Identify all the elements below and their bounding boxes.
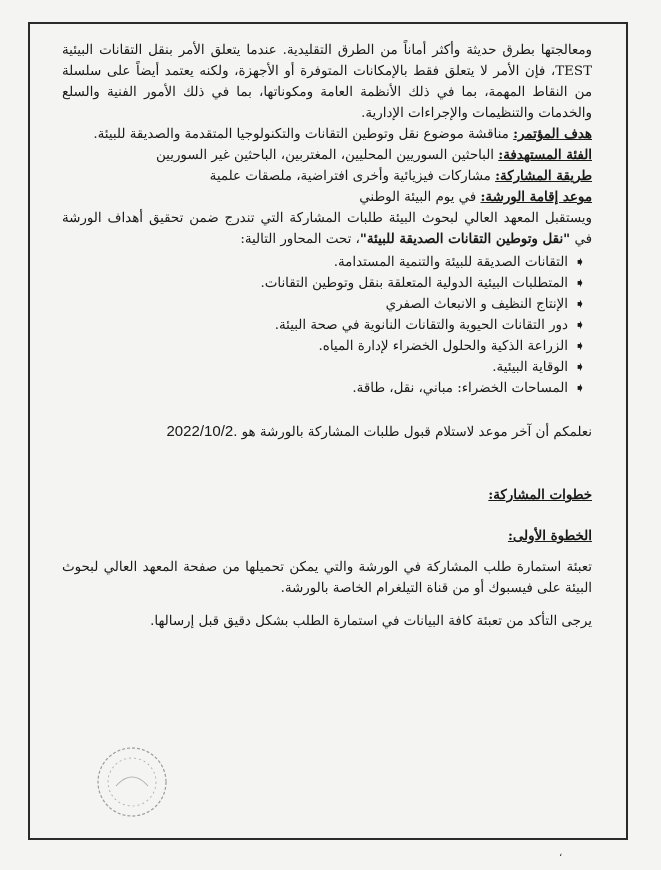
step1-text: تعبئة استمارة طلب المشاركة في الورشة والتي يمكن تحميلها من صفحة المعهد العالي لبحوث البيئة على فيسبوك أو من قناة التيلغرام الخاصة بالورشة. [62,560,592,596]
deadline-text: نعلمكم أن آخر موعد لاستلام قبول طلبات المشاركة بالورشة هو [241,425,592,440]
list-item: ➧ الزراعة الذكية والحلول الخضراء لإدارة المياه. [62,336,586,357]
goal-line [62,124,592,145]
list-item: ➧ المساحات الخضراء: مباني، نقل، طاقة. [62,378,586,399]
list-item: ➧ التقانات الصديقة للبيئة والتنمية المستدامة. [62,252,586,273]
deadline-date: 2022/10/2. [166,423,238,440]
document-body [62,40,592,632]
goal-label: هدف المؤتمر: [513,126,592,142]
axes-intro [62,208,592,250]
note-text: يرجى التأكد من تعبئة كافة البيانات في استمارة الطلب بشكل دقيق قبل إرسالها. [150,614,592,629]
audience-text: الباحثين السوريين المحليين، المغتربين، الباحثين غير السوريين [155,148,495,163]
intro-paragraph: ومعالجتها بطرق حديثة وأكثر أماناً من الطرق التقليدية. عندما يتعلق الأمر بنقل التقانات البيئية TEST، فإن الأمر لا يتعلق فقط بالإمكانات المتوفرة أو الأجهزة، ولكنه يعتمد أيضاً على سلسلة من النقاط المهمة، بما في ذلك الأنظمة العامة ومكوناتها، بما في ذلك الأمور الفنية والسلع والخدمات والتنظيمات والإجراءات الإدارية. [62,43,592,121]
arrow-bullet-icon: ➧ [574,276,586,291]
arrow-bullet-icon: ➧ [574,297,586,312]
page-mark: ، [559,848,563,859]
arrow-bullet-icon: ➧ [574,255,586,270]
deadline-line [62,421,592,443]
list-item: ➧ دور التقانات الحيوية والتقانات النانوية في صحة البيئة. [62,315,586,336]
step1-heading: الخطوة الأولى: [507,528,592,544]
stamp-seal-icon [92,742,172,822]
steps-heading: خطوات المشاركة: [488,487,592,503]
date-line [62,187,592,208]
date-label: موعد إقامة الورشة: [480,189,592,205]
axes-intro-title: "نقل وتوطين التقانات الصديقة للبيئة" [359,231,571,247]
axes-intro-part2: ، تحت المحاور التالية: [240,232,360,247]
arrow-bullet-icon: ➧ [574,318,586,333]
audience-label: الفئة المستهدفة: [498,147,592,163]
arrow-bullet-icon: ➧ [574,360,586,375]
arrow-bullet-icon: ➧ [574,339,586,354]
method-text: مشاركات فيزيائية وأخرى افتراضية، ملصقات علمية [209,169,491,184]
date-text: في يوم البيئة الوطني [359,190,477,205]
audience-line [62,145,592,166]
axes-list [62,252,592,399]
method-line [62,166,592,187]
arrow-bullet-icon: ➧ [574,381,586,396]
list-item: ➧ المتطلبات البيئية الدولية المتعلقة بنقل وتوطين التقانات. [62,273,586,294]
axes-intro-part1: ويستقبل المعهد العالي لبحوث البيئة طلبات المشاركة التي تندرج ضمن تحقيق أهداف الورشة في [62,211,592,247]
method-label: طريقة المشاركة: [495,168,592,184]
list-item: ➧ الوقاية البيئية. [62,357,586,378]
list-item: ➧ الإنتاج النظيف و الانبعاث الصفري [62,294,586,315]
goal-text: مناقشة موضوع نقل وتوطين التقانات والتكنولوجيا المتقدمة والصديقة للبيئة. [93,127,509,142]
